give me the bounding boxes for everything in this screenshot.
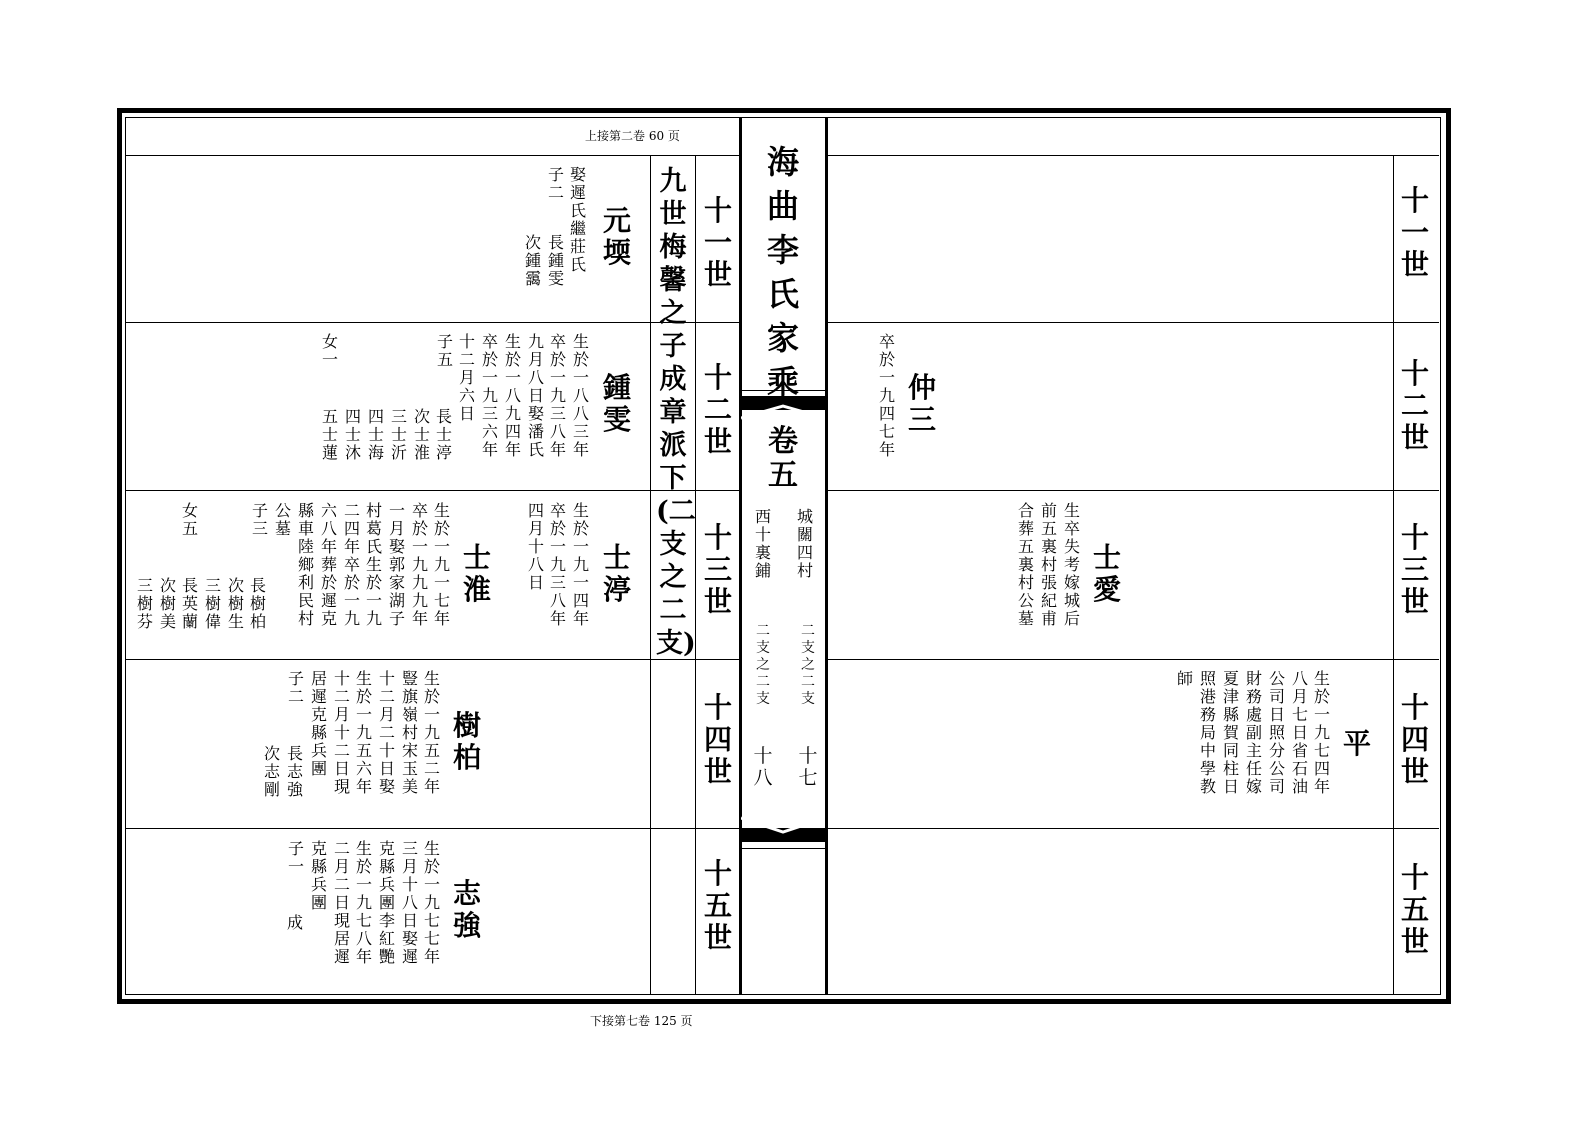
child-name: 次樹美: [159, 576, 176, 631]
entry-text: 十二月六日: [458, 332, 475, 423]
entry-text: 前五裏村張紀甫: [1040, 501, 1057, 628]
entry-text: 卒於一九九九年: [411, 501, 428, 628]
entry-text: 子五: [436, 332, 453, 369]
child-name: 長英蘭: [181, 576, 198, 631]
row-line: [126, 322, 740, 323]
entry-text: 六八年葬於遲克: [320, 501, 337, 628]
entry-text: 夏津縣賀同柱日: [1222, 669, 1239, 796]
right-gen-column-line: [1393, 155, 1394, 994]
footer-continuation-note: 下接第七卷 125 页: [590, 1014, 693, 1028]
entry-text: 卒於一九三八年: [549, 332, 566, 459]
entry-text: 四月十八日: [527, 501, 544, 592]
entry-text: 照港務局中學教: [1199, 669, 1216, 796]
entry-text: 九月八日娶潘氏: [527, 332, 544, 459]
row-line: [126, 828, 740, 829]
left-gen-15: 十五世: [703, 857, 732, 954]
entry-text: 生於一八九四年: [504, 332, 521, 459]
entry-text: 卒於一九三六年: [481, 332, 498, 459]
entry-text: 公司日照分公司: [1268, 669, 1285, 796]
entry-text: 公墓: [274, 501, 291, 538]
entry-text: 八月七日省石油: [1291, 669, 1308, 796]
child-name: 次士淮: [413, 407, 430, 462]
book-title: 海曲李氏家乘: [766, 143, 799, 401]
child-name: 長士渟: [435, 407, 452, 462]
person-name: 仲三: [907, 371, 936, 436]
entry-text: 縣車陸鄉利民村: [297, 501, 314, 628]
right-gen-12: 十二世: [1400, 357, 1429, 454]
entry-text: 十二月十二日現: [333, 669, 350, 796]
left-gen-13: 十三世: [703, 521, 732, 618]
volume-label: 卷五: [768, 424, 798, 493]
header-continuation-note: 上接第二卷 60 页: [585, 129, 680, 143]
entry-text: 生於一九七四年: [1313, 669, 1330, 796]
child-name: 三樹芬: [136, 576, 153, 631]
right-gen-11: 十一世: [1400, 184, 1429, 281]
spine-line: [741, 848, 825, 849]
entry-text: 生於一九五二年: [423, 669, 440, 796]
entry-text: 生於一九七七年: [423, 839, 440, 966]
person-name: 士淮: [462, 541, 491, 606]
entry-text: 生於一九五六年: [355, 669, 372, 796]
row-line: [827, 828, 1439, 829]
row-line: [126, 659, 740, 660]
child-name: 成: [286, 913, 303, 932]
branch-number-left: 十七: [798, 745, 818, 789]
right-gen-13: 十三世: [1400, 521, 1429, 618]
entry-text: 卒於一九三八年: [549, 501, 566, 628]
left-header-line: [126, 155, 740, 156]
child-name: 五士蓮: [321, 407, 338, 462]
entry-text: 子三: [251, 501, 268, 538]
branch-column-line: [650, 155, 651, 994]
entry-text: 生於一九一四年: [572, 501, 589, 628]
person-name: 樹柏: [452, 709, 481, 774]
child-name: 三樹偉: [204, 576, 221, 631]
row-line: [827, 322, 1439, 323]
branch-number-right: 十八: [753, 745, 773, 789]
left-gen-11: 十一世: [703, 194, 732, 291]
entry-text: 居遲克縣兵團: [310, 669, 327, 778]
child-name: 次志剛: [263, 744, 280, 799]
entry-text: 生於一九七八年: [355, 839, 372, 966]
child-name: 四士沐: [344, 407, 361, 462]
child-name: 長志強: [286, 744, 303, 799]
entry-text: 卒於一九四七年: [878, 332, 895, 459]
left-gen-14: 十四世: [703, 691, 732, 788]
branch-place-left: 城關四村: [796, 507, 813, 580]
entry-text: 財務處副主任嫁: [1245, 669, 1262, 796]
entry-text: 生於一八八三年: [572, 332, 589, 459]
entry-text: 子二: [287, 669, 304, 706]
gen-column-line: [695, 155, 696, 994]
branch-title: 九世梅馨之子成章派下(二支之二支): [656, 166, 696, 659]
entry-text: 豎旗嶺村宋玉美: [401, 669, 418, 796]
entry-text: 長鍾雯: [547, 233, 564, 288]
person-name: 鍾雯: [602, 371, 631, 436]
person-name: 士愛: [1092, 541, 1121, 606]
branch-code-left: 二支之二支: [801, 623, 815, 707]
right-gen-15: 十五世: [1400, 861, 1429, 958]
child-name: 三士沂: [390, 407, 407, 462]
entry-text: 娶遲氏繼莊氏: [569, 165, 586, 274]
row-line: [126, 490, 740, 491]
entry-text: 一月娶郭家湖子: [388, 501, 405, 628]
daughter-count: 女五: [181, 501, 198, 538]
entry-text: 村葛氏生於一九: [365, 501, 382, 628]
entry-text: 次鍾靄: [524, 233, 541, 288]
row-line: [827, 490, 1439, 491]
left-gen-12: 十二世: [703, 361, 732, 458]
entry-text: 克縣兵團: [310, 839, 327, 912]
entry-text: 子二: [547, 165, 564, 202]
entry-text: 生於一九一七年: [433, 501, 450, 628]
entry-text: 克縣兵團李紅艷: [378, 839, 395, 966]
branch-code-right: 二支之二支: [756, 623, 770, 707]
entry-text: 子一: [287, 839, 304, 876]
spine-right-line: [825, 117, 828, 994]
child-name: 長樹柏: [249, 576, 266, 631]
person-name: 士渟: [602, 541, 631, 606]
entry-text: 生卒失考嫁城后: [1063, 501, 1080, 628]
entry-text: 二月二日現居遲: [333, 839, 350, 966]
person-name: 志強: [452, 877, 481, 942]
child-name: 次樹生: [227, 576, 244, 631]
entry-text: 二四年卒於一九: [343, 501, 360, 628]
row-line: [827, 659, 1439, 660]
person-name: 平: [1342, 727, 1371, 760]
child-name: 四士海: [367, 407, 384, 462]
right-gen-14: 十四世: [1400, 691, 1429, 788]
daughter-count: 女一: [321, 332, 338, 369]
entry-text: 合葬五裏村公墓: [1017, 501, 1034, 628]
entry-text: 十二月二十日娶: [378, 669, 395, 796]
person-name: 元堧: [602, 204, 631, 269]
entry-text: 三月十八日娶遲: [401, 839, 418, 966]
right-header-line: [827, 155, 1439, 156]
entry-text: 師: [1176, 669, 1193, 688]
branch-place-right: 西十裏鋪: [754, 507, 771, 580]
